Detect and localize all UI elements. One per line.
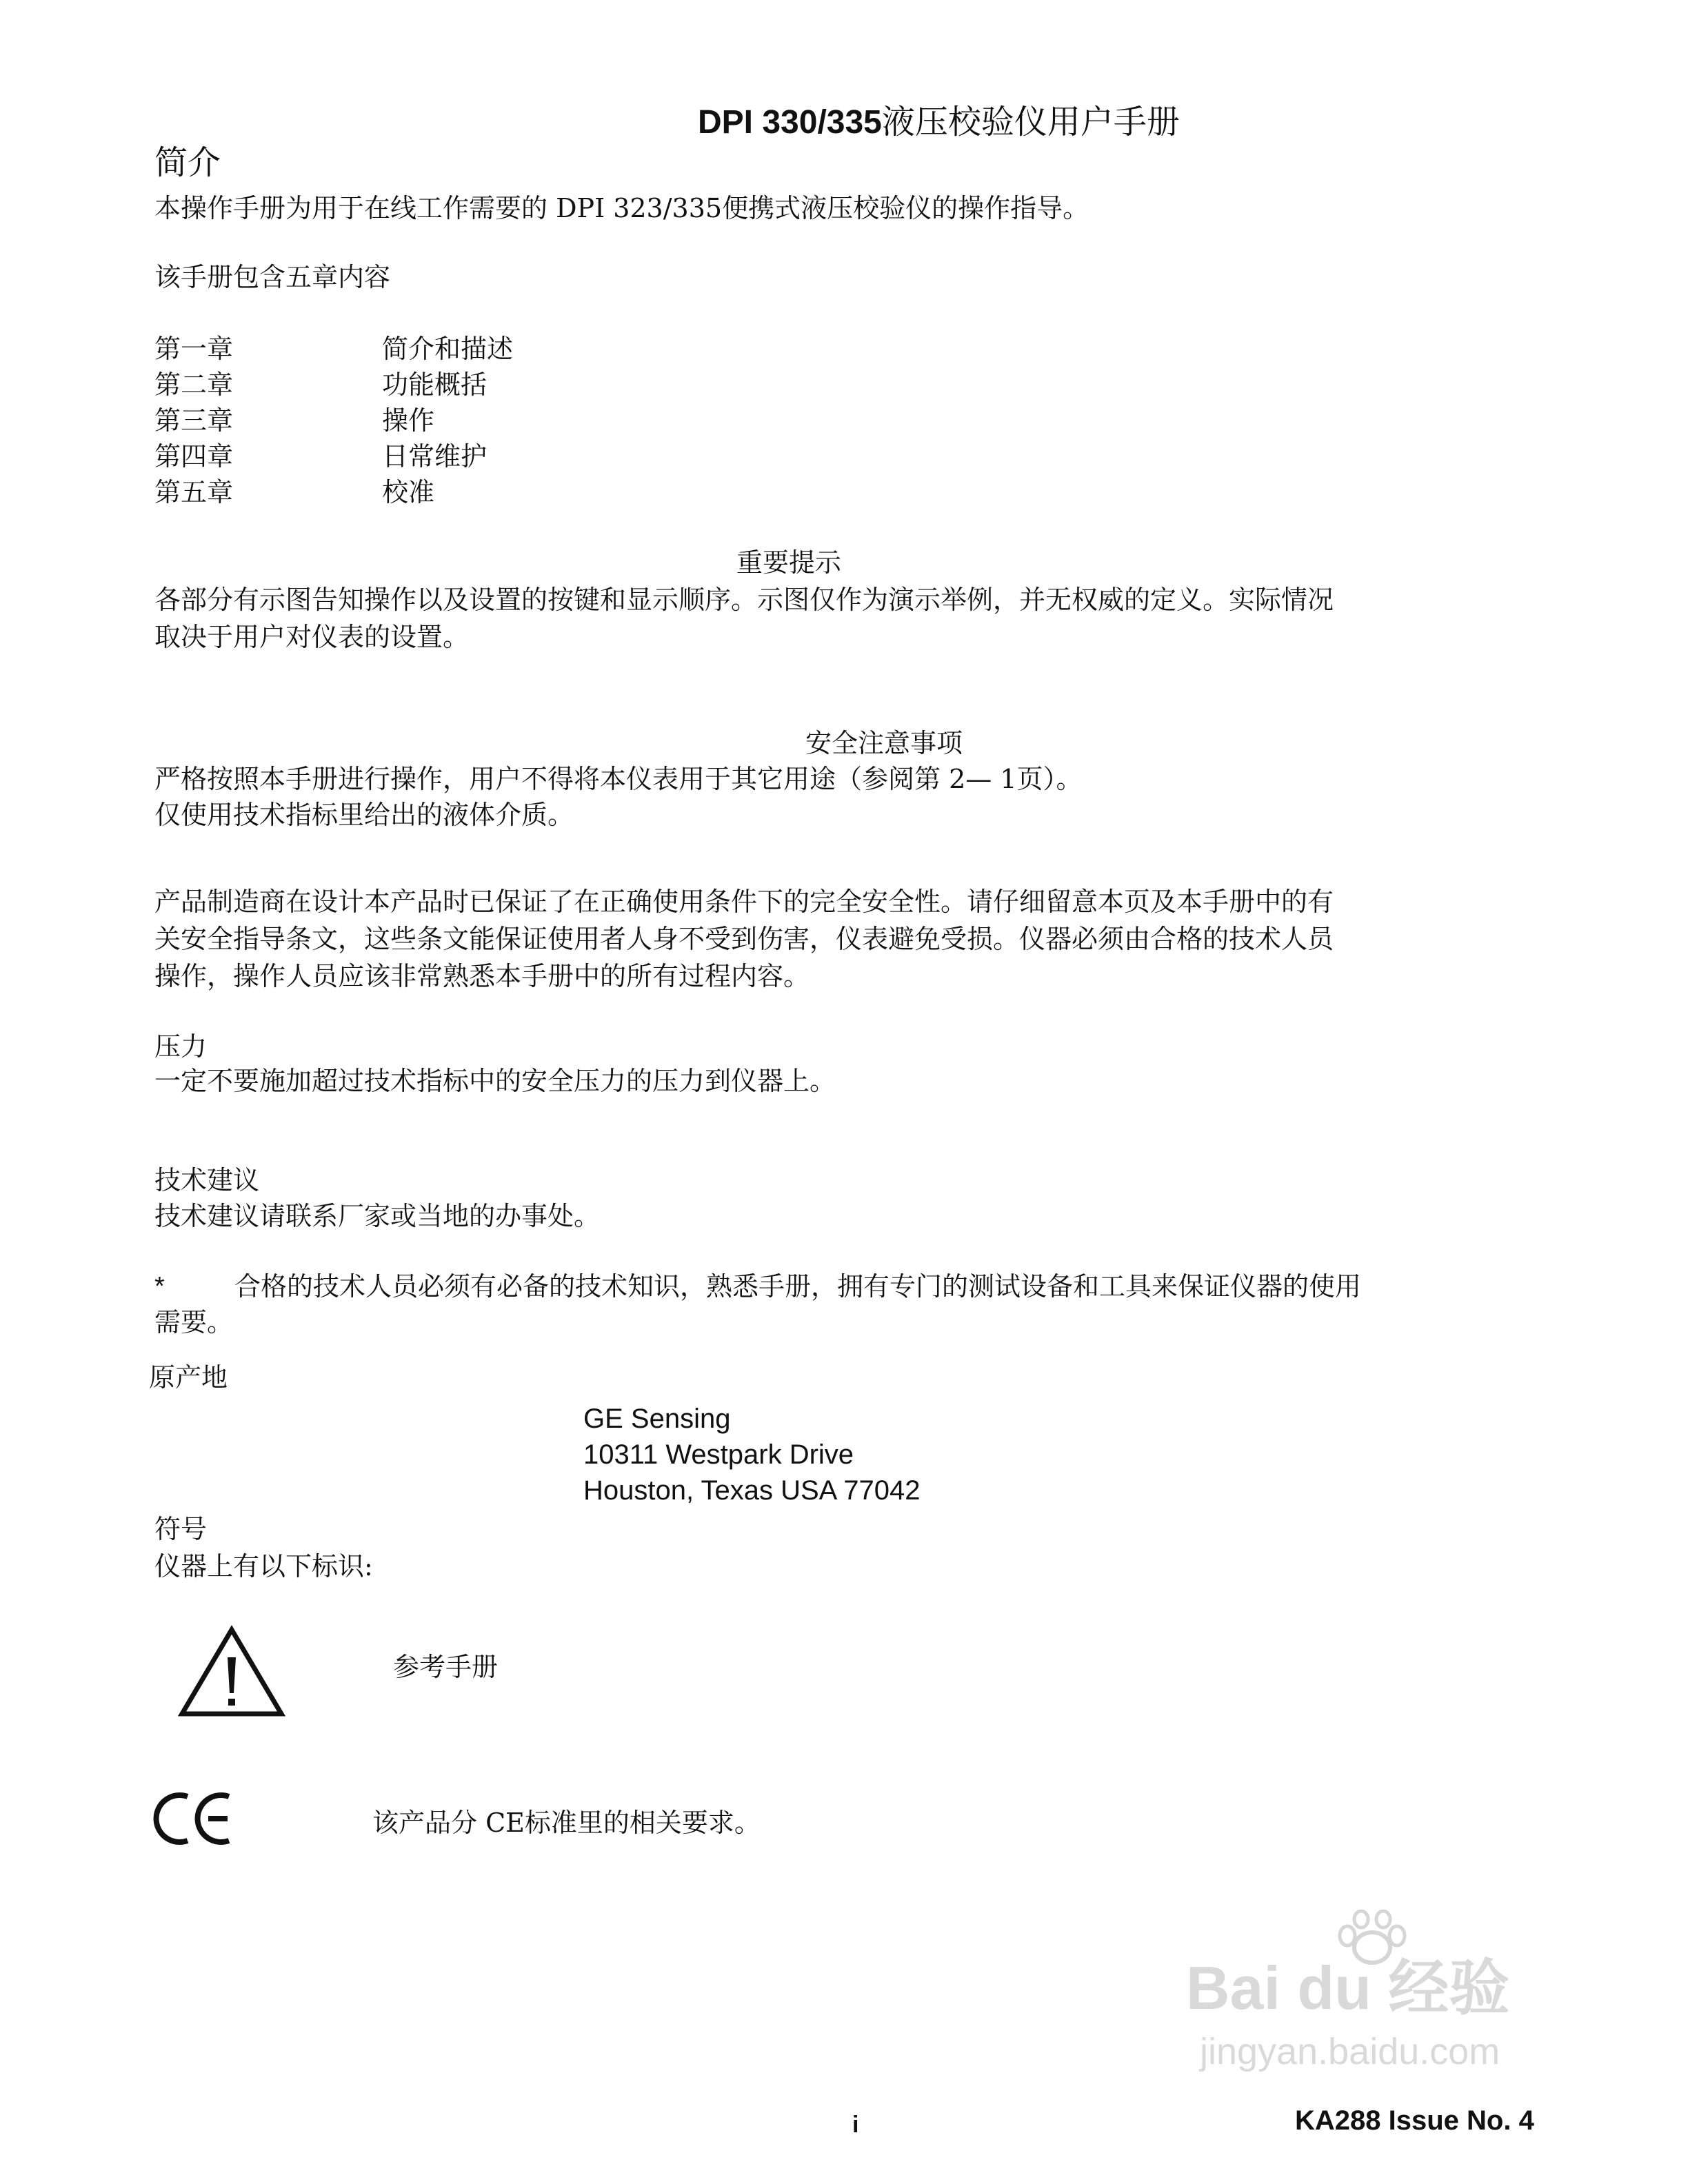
chapters-intro: 该手册包含五章内容 [154, 262, 391, 292]
page-title [698, 101, 1180, 151]
safety-heading: 安全注意事项 [805, 728, 963, 758]
footnote-line-2: 需要。 [154, 1307, 234, 1337]
pressure-line: 一定不要施加超过技术指标中的安全压力的压力到仪器上。 [154, 1066, 836, 1096]
safety-line-2: 仅使用技术指标里给出的液体介质。 [154, 800, 574, 830]
chapter-3-name: 操作 [382, 405, 435, 436]
chapter-2-num: 第二章 [154, 370, 234, 400]
intro-line: 本操作手册为用于在线工作需要的 DPI 323/335便携式液压校验仪的操作指导。 [154, 193, 1089, 223]
chapter-3-num: 第三章 [154, 405, 234, 436]
pressure-heading: 压力 [154, 1031, 208, 1062]
important-line-1: 各部分有示图告知操作以及设置的按键和显示顺序。示图仅作为演示举例，并无权威的定义。实际情况 [154, 585, 1334, 615]
address-line-1: GE Sensing [583, 1404, 731, 1434]
footnote-line-1: 合格的技术人员必须有必备的技术知识，熟悉手册，拥有专门的测试设备和工具来保证仪器的使用 [234, 1271, 1362, 1302]
safety-line-1: 严格按照本手册进行操作，用户不得将本仪表用于其它用途（参阅第 2— 1页）。 [154, 764, 1083, 794]
doc-id: KA288 Issue No. 4 [1295, 2105, 1534, 2136]
safety-para-line-3: 操作，操作人员应该非常熟悉本手册中的所有过程内容。 [154, 961, 810, 991]
ce-mark-icon [150, 1790, 236, 1848]
watermark [1186, 1910, 1572, 2075]
symbols-intro: 仪器上有以下标识: [154, 1551, 373, 1581]
chapter-4-name: 日常维护 [382, 441, 488, 472]
watermark-brand: Bai du 经验 [1186, 1954, 1510, 2022]
chapter-5-num: 第五章 [154, 477, 234, 507]
chapter-2-name: 功能概括 [382, 370, 488, 400]
footnote-mark: * [154, 1272, 165, 1301]
symbols-heading: 符号 [154, 1514, 208, 1544]
page-number: i [852, 2112, 859, 2138]
chapter-5-name: 校准 [382, 477, 435, 507]
important-line-2: 取决于用户对仪表的设置。 [154, 622, 470, 652]
safety-para-line-1: 产品制造商在设计本产品时已保证了在正确使用条件下的完全安全性。请仔细留意本页及本手册中的有 [154, 887, 1334, 917]
ce-label: 该产品分 CE标准里的相关要求。 [372, 1808, 761, 1838]
chapter-4-num: 第四章 [154, 441, 234, 472]
safety-para-line-2: 关安全指导条文，这些条文能保证使用者人身不受到伤害，仪表避免受损。仪器必须由合格的技术人员 [154, 924, 1334, 954]
important-heading: 重要提示 [736, 547, 842, 578]
warning-label: 参考手册 [393, 1652, 499, 1682]
address-line-2: 10311 Westpark Drive [583, 1439, 854, 1470]
chapter-1-name: 简介和描述 [382, 334, 514, 364]
title-rest: 液压校验仪用户手册 [881, 103, 1180, 141]
chapter-1-num: 第一章 [154, 334, 234, 364]
tech-line: 技术建议请联系厂家或当地的办事处。 [154, 1201, 601, 1231]
intro-heading: 简介 [154, 143, 221, 182]
title-model: DPI 330/335 [698, 104, 882, 141]
watermark-url: jingyan.baidu.com [1200, 2031, 1500, 2072]
warning-triangle-icon [178, 1624, 285, 1719]
tech-heading: 技术建议 [154, 1165, 260, 1195]
origin-heading: 原产地 [149, 1362, 228, 1393]
address-line-3: Houston, Texas USA 77042 [583, 1475, 921, 1506]
